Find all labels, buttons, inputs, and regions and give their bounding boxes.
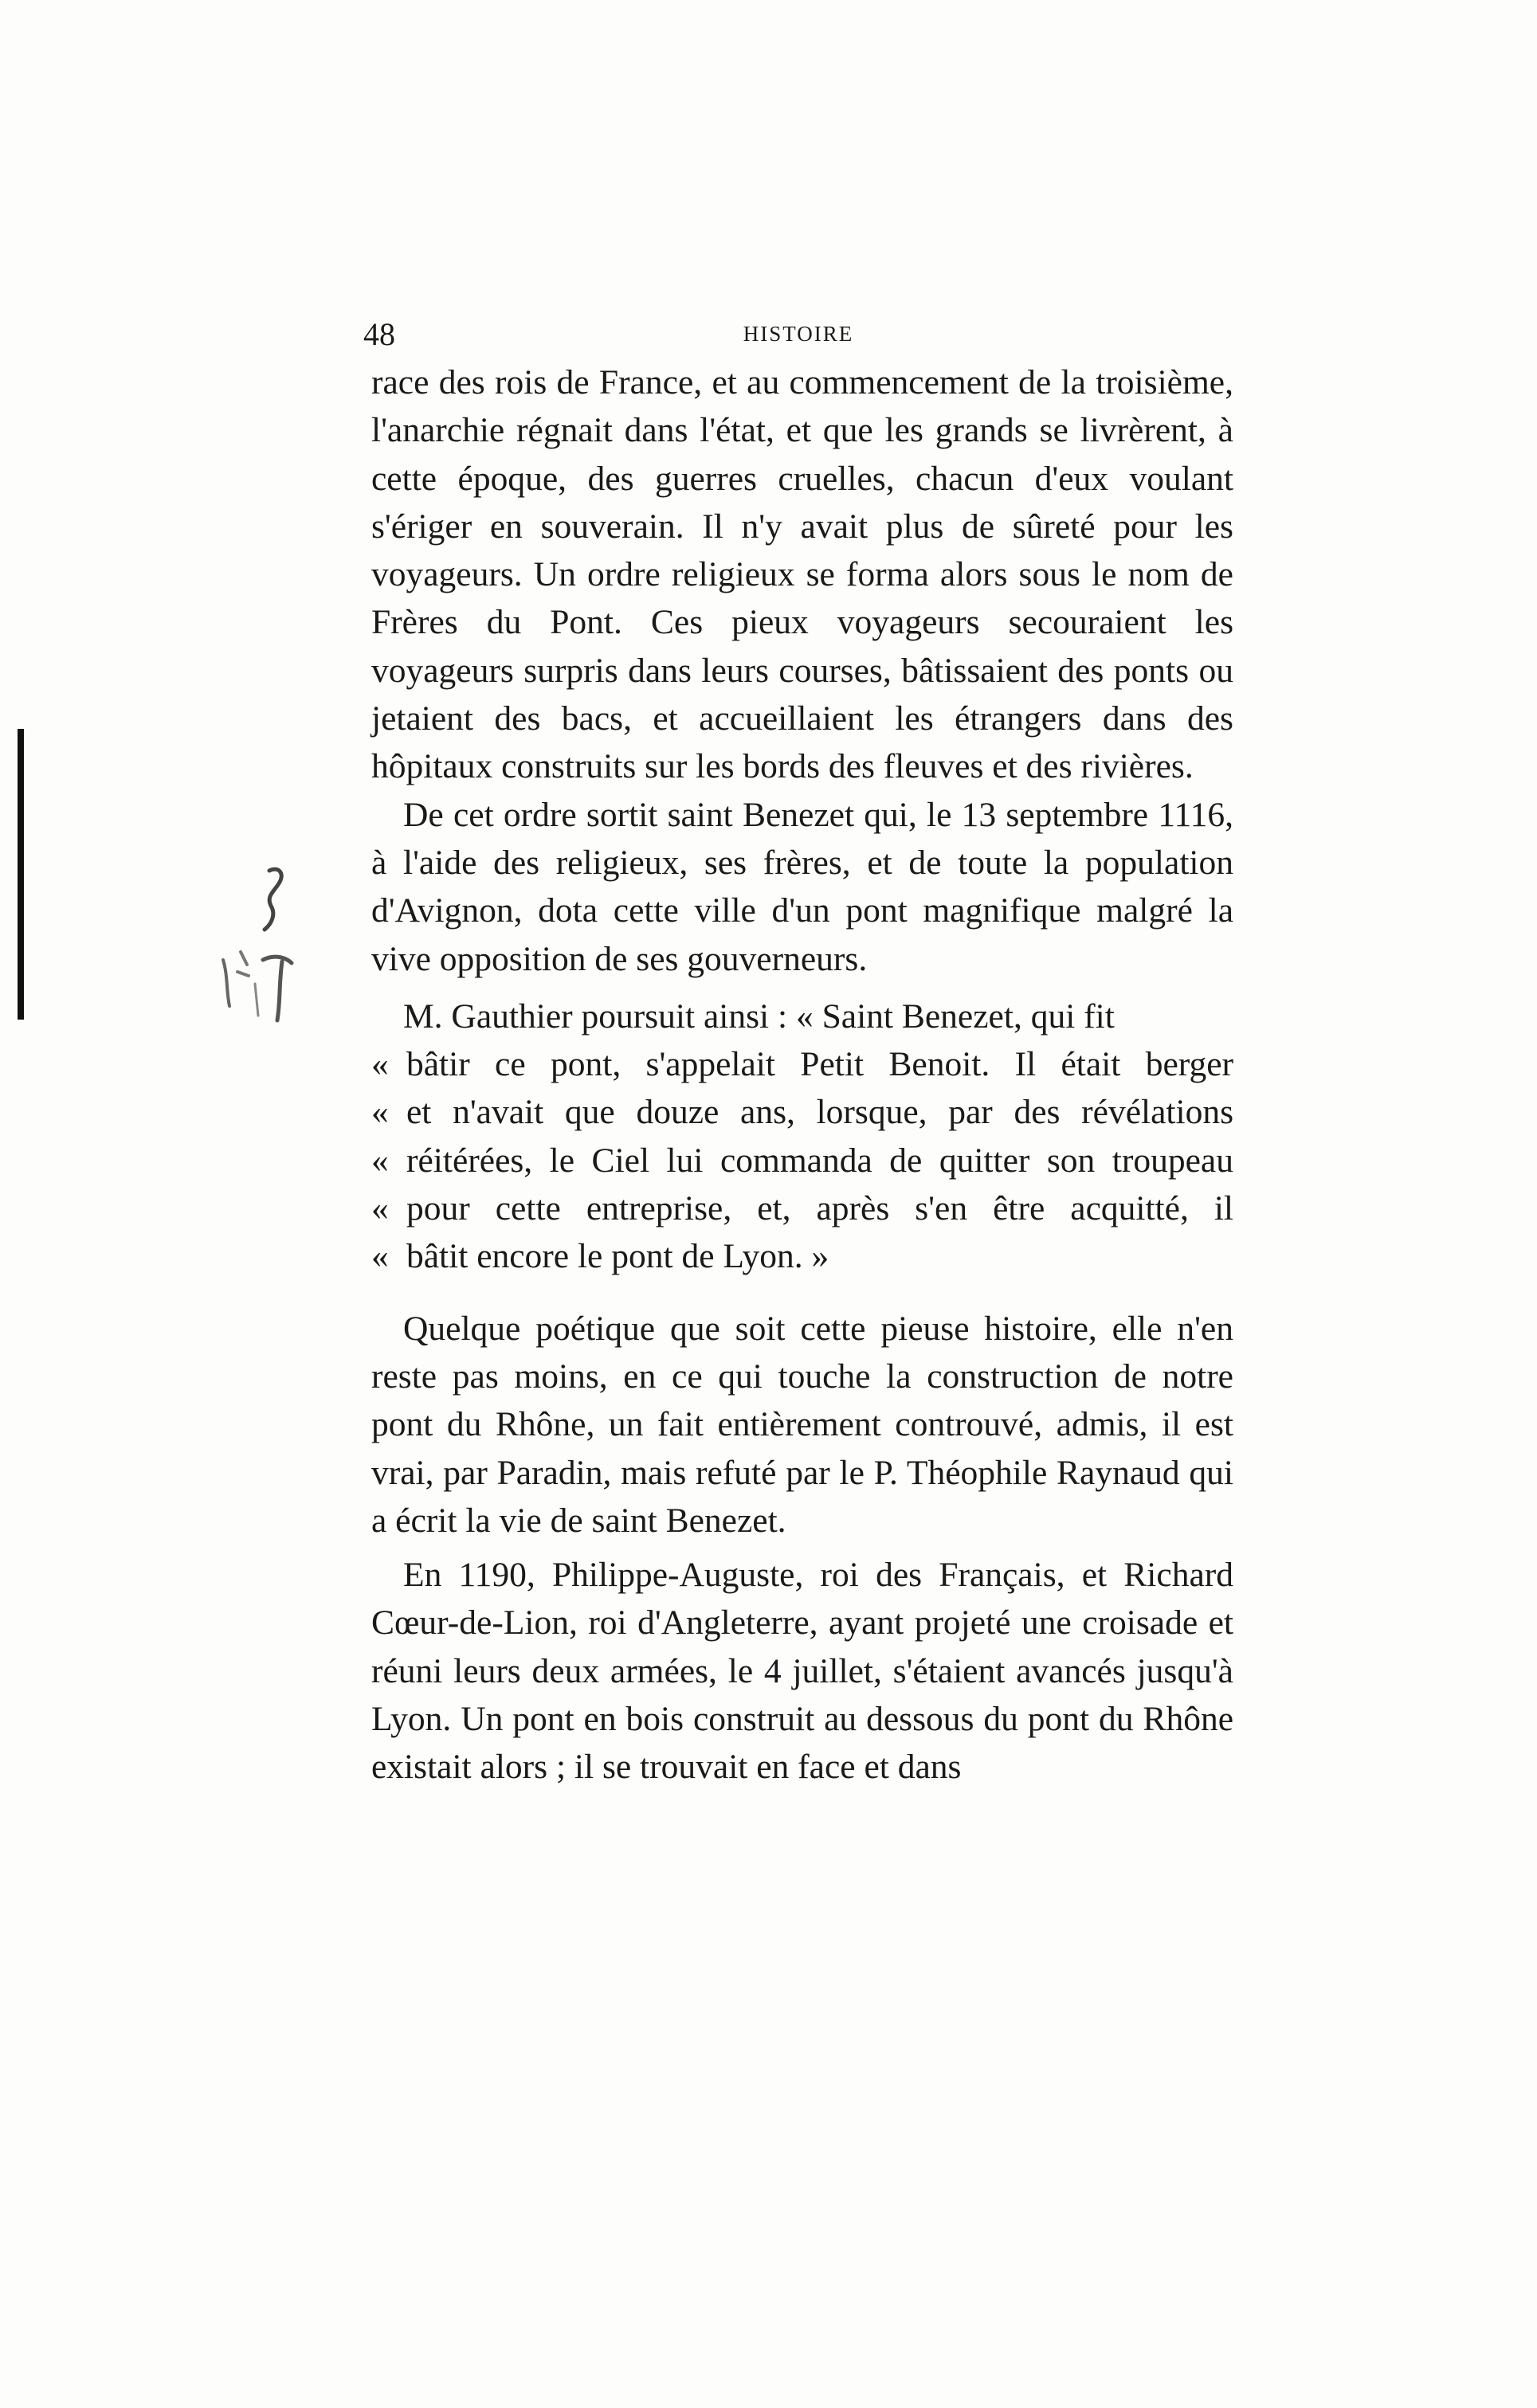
quote-line [371, 1088, 1233, 1136]
quote-mark: « [371, 1045, 389, 1084]
quotation [371, 993, 1233, 1281]
quote-text: bâtit encore le pont de Lyon. » [406, 1237, 829, 1276]
page-header [363, 315, 1233, 355]
binding-edge-mark [18, 729, 24, 1020]
quote-mark: « [371, 1237, 389, 1276]
quote-line [371, 1137, 1233, 1184]
running-title: HISTOIRE [743, 322, 854, 346]
paragraph-5: En 1190, Philippe-Auguste, roi des Français, et Richard Cœur-de-Lion, roi d'Angleterre, ayant projeté une croisade et réuni leurs deux armées, le 4 juillet, s'étaient avancés jusqu'à Lyon. Un pont en bois construit au dessous du pont du Rhône existait alors ; il se trouvait en face et dans [371, 1556, 1233, 1787]
quote-mark: « [371, 1093, 389, 1132]
handwritten-margin-note [199, 864, 303, 1032]
quote-mark: « [371, 1141, 389, 1180]
body-text [371, 358, 1233, 1791]
quote-text: et n'avait que douze ans, lorsque, par des révélations [406, 1093, 1233, 1132]
quote-intro: M. Gauthier poursuit ainsi : « Saint Benezet, qui fit [403, 996, 1115, 1036]
paragraph-4: Quelque poétique que soit cette pieuse histoire, elle n'en reste pas moins, en ce qui touche la construction de notre pont du Rhône, un fait entièrement controuvé, admis, il est vrai, par Paradin, mais refuté par le P. Théophile Raynaud qui a écrit la vie de saint Benezet. [371, 1309, 1233, 1540]
quote-text: bâtir ce pont, s'appelait Petit Benoit. Il était berger [406, 1045, 1233, 1084]
quote-text: pour cette entreprise, et, après s'en être acquitté, il [406, 1189, 1233, 1228]
quote-line [371, 1232, 1233, 1280]
quote-text: réitérées, le Ciel lui commanda de quitter son troupeau [406, 1141, 1233, 1180]
paragraph-2: De cet ordre sortit saint Benezet qui, le 13 septembre 1116, à l'aide des religieux, ses frères, et de toute la population d'Avignon, dota cette ville d'un pont magnifique malgré la vive opposition de ses gouverneurs. [371, 795, 1233, 978]
quote-line [371, 1040, 1233, 1088]
page-number: 48 [363, 316, 395, 352]
quote-mark: « [371, 1189, 389, 1228]
quote-line [371, 1184, 1233, 1232]
paragraph-1: race des rois de France, et au commencement de la troisième, l'anarchie régnait dans l'état, et que les grands se livrèrent, à cette époque, des guerres cruelles, chacun d'eux voulant s'ériger en souverain. Il n'y avait plus de sûreté pour les voyageurs. Un ordre religieux se forma alors sous le nom de Frères du Pont. Ces pieux voyageurs secouraient les voyageurs surpris dans leurs courses, bâtissaient des ponts ou jetaient des bacs, et accueillaient les étrangers dans des hôpitaux construits sur les bords des fleuves et des rivières. [371, 363, 1233, 786]
